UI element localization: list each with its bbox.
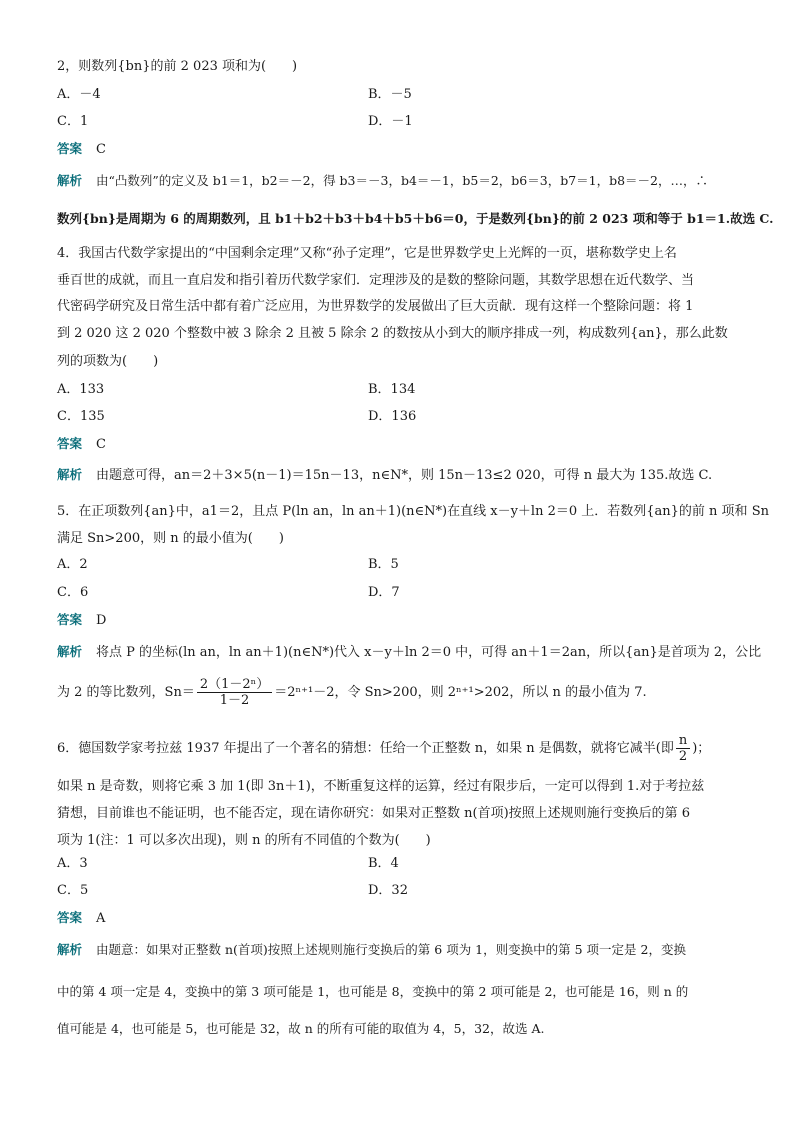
q4-line2: 垂百世的成就，而且一直启发和指引着历代数学家们．定理涉及的是数的整除问题，其数学思想在近代数学、当 [57, 273, 695, 288]
q4-analysis-row [57, 466, 712, 485]
q6-line3: 猜想，目前谁也不能证明，也不能否定，现在请你研究：如果对正整数 n(首项)按照上述规则施行变换后的第 6 [57, 806, 691, 821]
q4-option-a: A．133 [57, 382, 105, 397]
answer-label: 答案 [57, 910, 83, 925]
q3-option-c: C．1 [57, 114, 89, 129]
q5-analysis-line2-pre: 为 2 的等比数列，Sn＝ [57, 685, 195, 700]
q6-option-a: A．3 [57, 856, 88, 871]
q6-line2: 如果 n 是奇数，则将它乘 3 加 1(即 3n＋1)，不断重复这样的运算，经过有限步后，一定可以得到 1.对于考拉兹 [57, 779, 705, 794]
q5-analysis-row2 [57, 676, 647, 710]
analysis-label: 解析 [57, 942, 83, 957]
half-fraction [676, 733, 690, 764]
q5-option-b: B．5 [368, 557, 399, 572]
q5-option-d: D．7 [368, 585, 400, 600]
q5-analysis-row1 [57, 643, 761, 662]
q3-analysis-row1 [57, 172, 708, 190]
analysis-label: 解析 [57, 467, 83, 482]
q6-analysis-row1 [57, 941, 686, 959]
q4-line1: 4．我国古代数学家提出的“中国剩余定理”又称“孙子定理”，它是世界数学史上光辉的一页，堪称数学史上名 [57, 246, 677, 261]
q6-option-b: B．4 [368, 856, 399, 871]
analysis-label: 解析 [57, 173, 83, 188]
q6-answer-row [57, 909, 105, 928]
q3-answer-row [57, 140, 106, 159]
q4-option-c: C．135 [57, 409, 105, 424]
q5-answer-row [57, 611, 106, 630]
q5-line2: 满足 Sn>200，则 n 的最小值为( ) [57, 531, 284, 546]
q4-analysis: 由题意可得，an＝2＋3×5(n－1)＝15n－13，n∈N*，则 15n－13≤2 020，可得 n 最大为 135.故选 C. [96, 468, 713, 483]
q4-line3: 代密码学研究及日常生活中都有着广泛应用，为世界数学的发展做出了巨大贡献．现有这样一个整除问题：将 1 [57, 299, 694, 314]
q6-analysis-line2: 中的第 4 项一定是 4，变换中的第 3 项可能是 1，也可能是 8，变换中的第 2 项可能是 2，也可能是 16，则 n 的 [57, 984, 689, 999]
q3-answer: C [96, 142, 106, 157]
q4-line5: 列的项数为( ) [57, 354, 159, 369]
q6-line4: 项为 1(注：1 可以多次出现)，则 n 的所有不同值的个数为( ) [57, 833, 431, 848]
q3-analysis-line2: 数列{bn}是周期为 6 的周期数列，且 b1＋b2＋b3＋b4＋b5＋b6＝0，于是数列{bn}的前 2 023 项和等于 b1＝1.故选 C. [57, 211, 774, 226]
half-fraction-denominator: 2 [678, 749, 688, 764]
q4-answer-row [57, 435, 106, 454]
answer-label: 答案 [57, 436, 83, 451]
q3-analysis-line1: 由“凸数列”的定义及 b1＝1，b2＝－2，得 b3＝－3，b4＝－1，b5＝2，b6＝3，b7＝1，b8＝－2，…，∴ [96, 173, 709, 188]
q6-analysis-line3: 值可能是 4，也可能是 5，也可能是 32，故 n 的所有可能的取值为 4，5，32，故选 A. [57, 1021, 545, 1036]
q6-line1-post: )； [692, 741, 711, 756]
q6-analysis-line1: 由题意：如果对正整数 n(首项)按照上述规则施行变换后的第 6 项为 1，则变换中的第 5 项一定是 2，变换 [96, 942, 686, 957]
answer-label: 答案 [57, 141, 83, 156]
q6-option-c: C．5 [57, 883, 89, 898]
q3-option-d: D．－1 [368, 114, 413, 129]
q4-answer: C [96, 437, 106, 452]
q3-stem: 2，则数列{bn}的前 2 023 项和为( ) [57, 59, 298, 74]
q5-option-c: C．6 [57, 585, 89, 600]
q4-line4: 到 2 020 这 2 020 个整数中被 3 除余 2 且被 5 除余 2 的数按从小到大的顺序排成一列，构成数列{an}，那么此数 [57, 326, 728, 341]
q5-answer: D [96, 613, 107, 628]
q3-option-b: B．－5 [368, 87, 412, 102]
sum-fraction-denominator: 1－2 [219, 693, 250, 708]
q6-option-d: D．32 [368, 883, 408, 898]
sum-fraction-numerator: 2（1－2ⁿ） [197, 677, 272, 693]
q5-analysis-line2-post: ＝2ⁿ⁺¹－2，令 Sn>200，则 2ⁿ⁺¹>202，所以 n 的最小值为 7. [274, 685, 647, 700]
q4-option-b: B．134 [368, 382, 416, 397]
q5-option-a: A．2 [57, 557, 88, 572]
analysis-label: 解析 [57, 644, 83, 659]
q6-answer: A [96, 911, 106, 926]
half-fraction-numerator: n [676, 733, 690, 749]
sum-fraction [197, 677, 272, 708]
q3-option-a: A．－4 [57, 87, 101, 102]
q5-analysis-line1: 将点 P 的坐标(ln an，ln an＋1)(n∈N*)代入 x－y＋ln 2＝0 中，可得 an＋1＝2an，所以{an}是首项为 2，公比 [96, 645, 762, 660]
q6-line1-pre: 6．德国数学家考拉兹 1937 年提出了一个著名的猜想：任给一个正整数 n，如果 n 是偶数，就将它减半(即 [57, 741, 674, 756]
q6-line1 [57, 732, 710, 766]
q4-option-d: D．136 [368, 409, 417, 424]
answer-label: 答案 [57, 612, 83, 627]
q5-line1: 5．在正项数列{an}中，a1＝2，且点 P(ln an，ln an＋1)(n∈N*)在直线 x－y＋ln 2＝0 上．若数列{an}的前 n 项和 Sn [57, 504, 769, 519]
